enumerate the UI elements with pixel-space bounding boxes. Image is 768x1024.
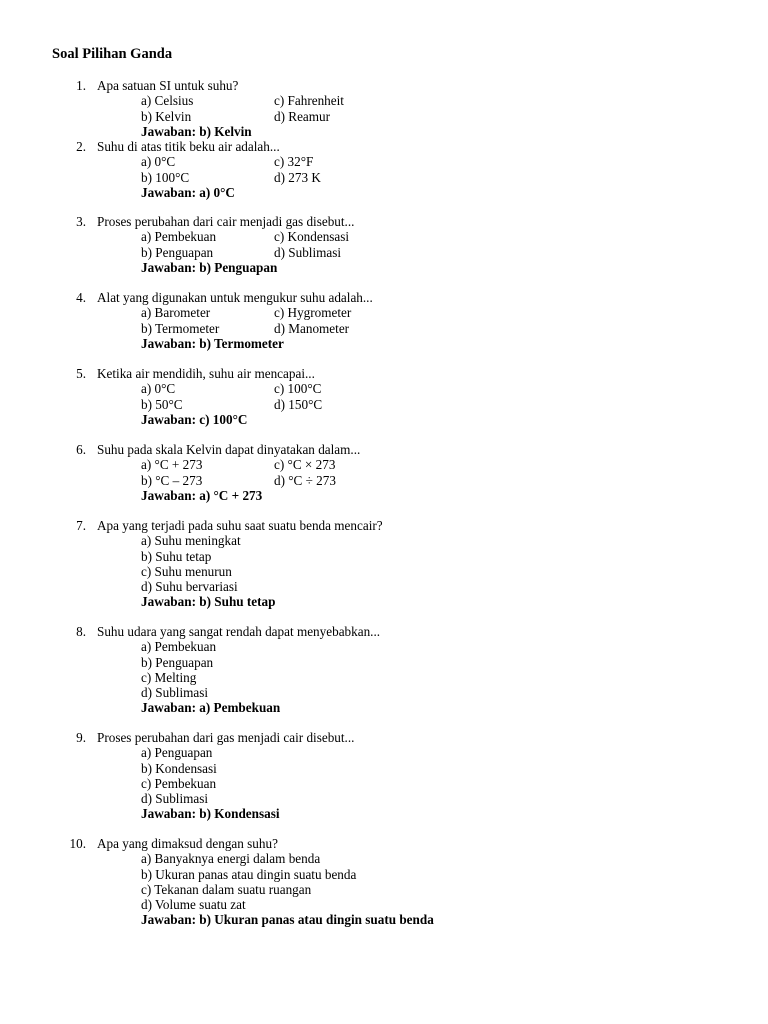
option-a: a) Pembekuan xyxy=(141,639,217,655)
option-row xyxy=(0,655,768,670)
question-text: Proses perubahan dari gas menjadi cair disebut... xyxy=(97,730,355,745)
question-9 xyxy=(0,730,768,822)
answer-line xyxy=(0,185,768,200)
option-row xyxy=(0,564,768,579)
option-d: d) Volume suatu zat xyxy=(141,897,246,913)
answer-line xyxy=(0,488,768,503)
answer-text: Jawaban: b) Suhu tetap xyxy=(141,594,276,610)
question-5 xyxy=(0,366,768,427)
option-row xyxy=(0,473,768,488)
option-row xyxy=(0,457,768,472)
answer-line xyxy=(0,124,768,139)
option-row xyxy=(0,897,768,912)
answer-line xyxy=(0,412,768,427)
question-line xyxy=(0,290,768,305)
option-c: c) 32°F xyxy=(274,154,314,170)
option-d: d) Sublimasi xyxy=(141,791,209,807)
question-line xyxy=(0,442,768,457)
option-b: b) Kondensasi xyxy=(141,760,217,776)
option-b: b) Kelvin xyxy=(141,108,192,124)
question-4 xyxy=(0,290,768,351)
answer-line xyxy=(0,912,768,927)
option-b: b) 100°C xyxy=(141,169,190,185)
option-row xyxy=(0,397,768,412)
option-d: d) 273 K xyxy=(274,169,321,185)
option-row xyxy=(0,579,768,594)
question-line xyxy=(0,366,768,381)
option-a: a) 0°C xyxy=(141,381,176,397)
option-d: d) Sublimasi xyxy=(141,685,209,701)
option-d: d) °C ÷ 273 xyxy=(274,472,336,488)
question-8 xyxy=(0,624,768,716)
question-number: 9. xyxy=(76,730,86,745)
option-a: a) Penguapan xyxy=(141,745,213,761)
option-row xyxy=(0,851,768,866)
option-row xyxy=(0,776,768,791)
page-title: Soal Pilihan Ganda xyxy=(52,46,173,62)
question-text: Alat yang digunakan untuk mengukur suhu adalah... xyxy=(97,290,373,305)
option-c: c) Hygrometer xyxy=(274,305,352,321)
option-a: a) 0°C xyxy=(141,154,176,170)
question-line xyxy=(0,518,768,533)
question-line xyxy=(0,730,768,745)
option-row xyxy=(0,93,768,108)
option-c: c) Tekanan dalam suatu ruangan xyxy=(141,881,312,897)
option-row xyxy=(0,305,768,320)
question-text: Suhu di atas titik beku air adalah... xyxy=(97,139,280,154)
option-b: b) Penguapan xyxy=(141,244,214,260)
option-a: a) Celsius xyxy=(141,93,194,109)
option-row xyxy=(0,229,768,244)
question-2 xyxy=(0,139,768,200)
question-number: 1. xyxy=(76,78,86,93)
question-10 xyxy=(0,836,768,928)
option-a: a) °C + 273 xyxy=(141,457,203,473)
question-number: 3. xyxy=(76,214,86,229)
answer-line xyxy=(0,700,768,715)
answer-line xyxy=(0,336,768,351)
question-number: 7. xyxy=(76,518,86,533)
question-7 xyxy=(0,518,768,610)
question-line xyxy=(0,836,768,851)
option-row xyxy=(0,321,768,336)
option-row xyxy=(0,867,768,882)
option-a: a) Barometer xyxy=(141,305,211,321)
option-row xyxy=(0,109,768,124)
option-b: b) Suhu tetap xyxy=(141,548,212,564)
answer-text: Jawaban: b) Penguapan xyxy=(141,259,278,275)
option-d: d) Reamur xyxy=(274,108,331,124)
question-number: 2. xyxy=(76,139,86,154)
option-row xyxy=(0,549,768,564)
option-c: c) Kondensasi xyxy=(274,229,350,245)
option-b: b) Penguapan xyxy=(141,654,214,670)
option-a: a) Suhu meningkat xyxy=(141,533,241,549)
question-line xyxy=(0,78,768,93)
question-text: Apa satuan SI untuk suhu? xyxy=(97,78,239,93)
option-d: d) Sublimasi xyxy=(274,244,342,260)
answer-line xyxy=(0,806,768,821)
question-number: 10. xyxy=(69,836,86,851)
answer-text: Jawaban: a) Pembekuan xyxy=(141,700,281,716)
answer-line xyxy=(0,594,768,609)
answer-text: Jawaban: b) Termometer xyxy=(141,335,284,351)
question-1 xyxy=(0,78,768,139)
option-b: b) 50°C xyxy=(141,396,183,412)
option-a: a) Banyaknya energi dalam benda xyxy=(141,851,321,867)
option-c: c) Melting xyxy=(141,669,197,685)
question-text: Proses perubahan dari cair menjadi gas disebut... xyxy=(97,214,355,229)
option-b: b) Ukuran panas atau dingin suatu benda xyxy=(141,866,357,882)
question-line xyxy=(0,624,768,639)
option-row xyxy=(0,882,768,897)
option-b: b) °C – 273 xyxy=(141,472,203,488)
option-row xyxy=(0,170,768,185)
option-row xyxy=(0,381,768,396)
answer-text: Jawaban: c) 100°C xyxy=(141,411,248,427)
answer-text: Jawaban: b) Ukuran panas atau dingin suatu benda xyxy=(141,912,434,928)
option-d: d) Manometer xyxy=(274,320,350,336)
question-6 xyxy=(0,442,768,503)
option-c: c) °C × 273 xyxy=(274,457,336,473)
option-row xyxy=(0,670,768,685)
option-row xyxy=(0,745,768,760)
question-line xyxy=(0,139,768,154)
answer-text: Jawaban: a) 0°C xyxy=(141,184,235,200)
option-row xyxy=(0,761,768,776)
question-text: Apa yang dimaksud dengan suhu? xyxy=(97,836,278,851)
option-row xyxy=(0,533,768,548)
option-c: c) Fahrenheit xyxy=(274,93,344,109)
answer-line xyxy=(0,260,768,275)
option-a: a) Pembekuan xyxy=(141,229,217,245)
option-row xyxy=(0,154,768,169)
option-row xyxy=(0,685,768,700)
option-d: d) Suhu bervariasi xyxy=(141,579,238,595)
option-row xyxy=(0,791,768,806)
question-number: 8. xyxy=(76,624,86,639)
option-c: c) Suhu menurun xyxy=(141,563,232,579)
option-c: c) Pembekuan xyxy=(141,775,217,791)
question-number: 4. xyxy=(76,290,86,305)
option-row xyxy=(0,639,768,654)
question-text: Suhu udara yang sangat rendah dapat menyebabkan... xyxy=(97,624,381,639)
question-text: Ketika air mendidih, suhu air mencapai... xyxy=(97,366,315,381)
question-number: 6. xyxy=(76,442,86,457)
option-c: c) 100°C xyxy=(274,381,322,397)
answer-text: Jawaban: b) Kondensasi xyxy=(141,806,280,822)
option-d: d) 150°C xyxy=(274,396,323,412)
answer-text: Jawaban: b) Kelvin xyxy=(141,123,252,139)
option-b: b) Termometer xyxy=(141,320,220,336)
answer-text: Jawaban: a) °C + 273 xyxy=(141,487,263,503)
question-text: Suhu pada skala Kelvin dapat dinyatakan dalam... xyxy=(97,442,361,457)
option-row xyxy=(0,245,768,260)
question-3 xyxy=(0,214,768,275)
question-line xyxy=(0,214,768,229)
question-text: Apa yang terjadi pada suhu saat suatu benda mencair? xyxy=(97,518,383,533)
question-number: 5. xyxy=(76,366,86,381)
